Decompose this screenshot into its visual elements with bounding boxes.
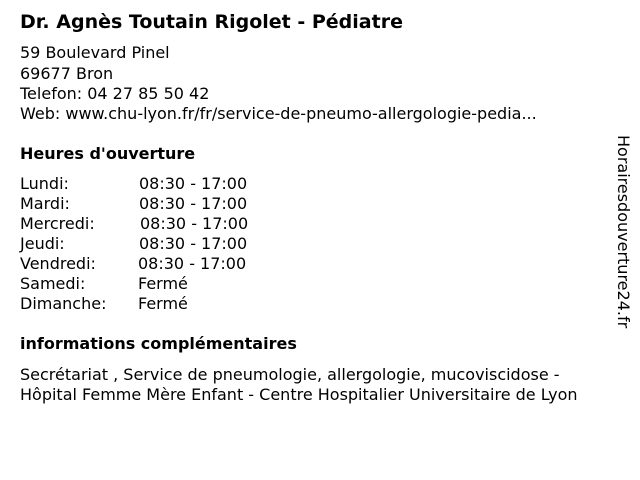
day-hours: 08:30 - 17:00 bbox=[140, 214, 249, 233]
phone-number: Telefon: 04 27 85 50 42 bbox=[20, 84, 210, 103]
day-hours: 08:30 - 17:00 bbox=[139, 234, 248, 253]
day-hours: 08:30 - 17:00 bbox=[138, 254, 247, 273]
page-title: Dr. Agnès Toutain Rigolet - Pédiatre bbox=[20, 11, 403, 33]
address-street: 59 Boulevard Pinel bbox=[20, 43, 170, 62]
day-label: Jeudi: bbox=[20, 234, 65, 253]
additional-info-line-2: Hôpital Femme Mère Enfant - Centre Hospitalier Universitaire de Lyon bbox=[20, 385, 578, 404]
opening-hours-heading: Heures d'ouverture bbox=[20, 144, 196, 163]
additional-info-heading: informations complémentaires bbox=[20, 334, 297, 353]
day-hours: 08:30 - 17:00 bbox=[139, 194, 248, 213]
day-label: Mercredi: bbox=[20, 214, 95, 233]
day-hours: Fermé bbox=[138, 274, 188, 293]
day-hours: 08:30 - 17:00 bbox=[139, 174, 248, 193]
day-label: Lundi: bbox=[20, 174, 69, 193]
day-label: Vendredi: bbox=[20, 254, 96, 273]
day-hours: Fermé bbox=[138, 294, 188, 313]
day-label: Samedi: bbox=[20, 274, 86, 293]
website-link: Web: www.chu-lyon.fr/fr/service-de-pneumo-allergologie-pedia... bbox=[20, 104, 537, 123]
additional-info-line-1: Secrétariat , Service de pneumologie, allergologie, mucoviscidose - bbox=[20, 365, 560, 384]
day-label: Mardi: bbox=[20, 194, 70, 213]
address-city: 69677 Bron bbox=[20, 64, 114, 83]
day-label: Dimanche: bbox=[20, 294, 107, 313]
site-watermark: Horairesdouverture24.fr bbox=[614, 135, 633, 329]
